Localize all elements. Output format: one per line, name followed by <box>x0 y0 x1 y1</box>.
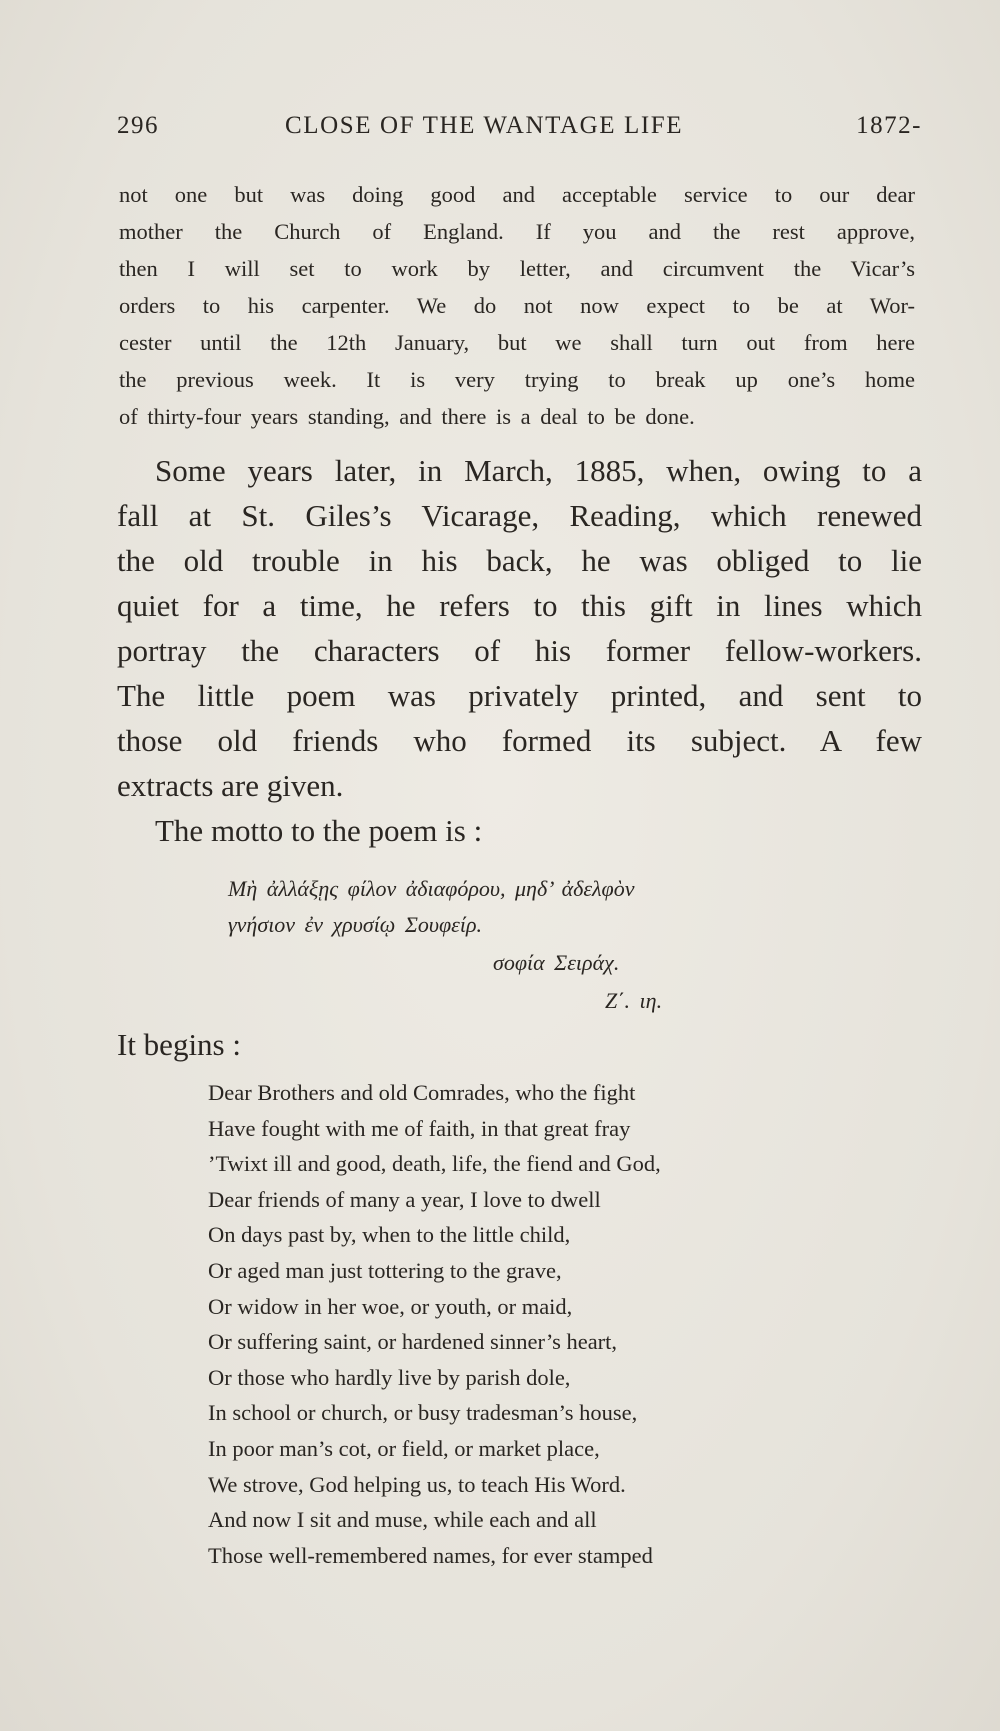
poem-extract <box>208 1075 661 1573</box>
poem-line: We strove, God helping us, to teach His Word. <box>208 1471 626 1497</box>
narrative-paragraph <box>117 448 922 808</box>
greek-motto-line: γνήσιον ἐν χρυσίῳ Σουφείρ. <box>228 912 483 937</box>
letter-line: then I will set to work by letter, and circumvent the Vicar’s <box>119 256 915 281</box>
greek-motto-line: Μὴ ἀλλάξῃς φίλον ἀδιαφόρου, μηδ’ ἀδελφὸν <box>228 876 635 901</box>
poem-line: Or those who hardly live by parish dole, <box>208 1364 571 1390</box>
letter-extract <box>119 176 915 435</box>
poem-line: Those well-remembered names, for ever stamped <box>208 1542 653 1568</box>
narrative-line: The little poem was privately printed, and sent to <box>117 678 922 713</box>
page-number: 296 <box>117 112 159 139</box>
letter-line: cester until the 12th January, but we shall turn out from here <box>119 330 915 355</box>
poem-line: Dear Brothers and old Comrades, who the fight <box>208 1080 636 1105</box>
narrative-line: those old friends who formed its subject. A few <box>117 723 922 758</box>
poem-line: In school or church, or busy tradesman’s house, <box>208 1400 638 1426</box>
poem-line: And now I sit and muse, while each and all <box>208 1507 597 1533</box>
letter-line: not one but was doing good and acceptable service to our dear <box>119 182 915 207</box>
narrative-line: Some years later, in March, 1885, when, owing to a <box>155 453 922 488</box>
narrative-line: the old trouble in his back, he was obliged to lie <box>117 543 922 578</box>
poem-line: In poor man’s cot, or field, or market place, <box>208 1435 600 1461</box>
narrative-line: portray the characters of his former fellow-workers. <box>117 633 922 668</box>
poem-line: On days past by, when to the little child, <box>208 1222 571 1248</box>
greek-motto-source: σοφία Σειράχ. <box>493 950 620 975</box>
letter-line: the previous week. It is very trying to break up one’s home <box>119 367 915 392</box>
poem-line: Dear friends of many a year, I love to dwell <box>208 1186 601 1212</box>
greek-motto-reference: Ζ΄. ιη. <box>605 988 663 1013</box>
poem-line: ’Twixt ill and good, death, life, the fiend and God, <box>208 1151 661 1177</box>
poem-line: Or suffering saint, or hardened sinner’s heart, <box>208 1329 618 1355</box>
motto-intro: The motto to the poem is : <box>155 813 483 848</box>
poem-intro: It begins : <box>117 1027 241 1062</box>
letter-line: of thirty-four years standing, and there is a deal to be done. <box>119 404 695 429</box>
narrative-line: extracts are given. <box>117 768 344 803</box>
narrative-line: quiet for a time, he refers to this gift in lines which <box>117 588 922 623</box>
narrative-line: fall at St. Giles’s Vicarage, Reading, which renewed <box>117 498 922 533</box>
letter-line: orders to his carpenter. We do not now expect to be at Wor- <box>119 293 915 318</box>
letter-line: mother the Church of England. If you and the rest approve, <box>119 219 915 244</box>
running-head <box>117 112 922 148</box>
poem-line: Have fought with me of faith, in that great fray <box>208 1115 631 1141</box>
poem-line: Or widow in her woe, or youth, or maid, <box>208 1293 573 1319</box>
running-year: 1872- <box>856 112 922 139</box>
running-title: CLOSE OF THE WANTAGE LIFE <box>285 112 684 139</box>
poem-line: Or aged man just tottering to the grave, <box>208 1257 562 1283</box>
